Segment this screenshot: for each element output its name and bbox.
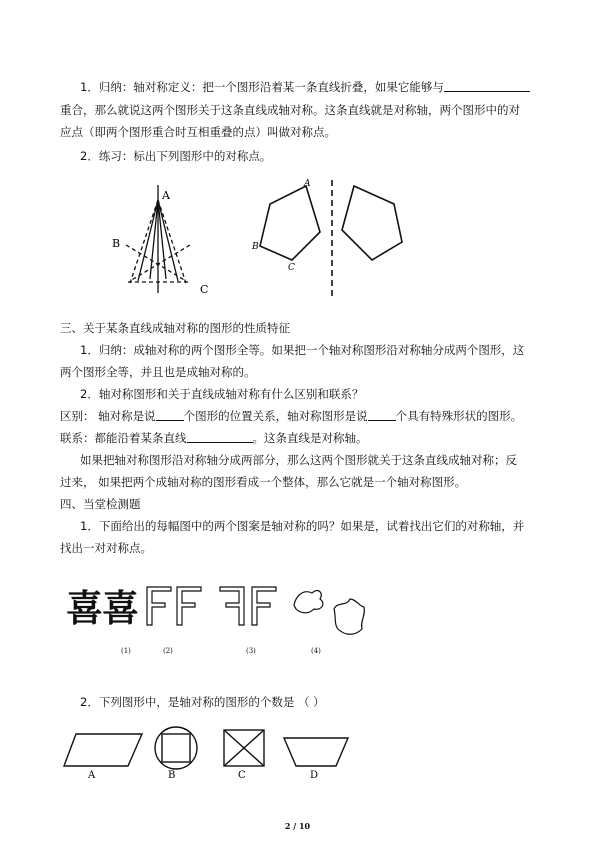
question-1-line-2: 找出一对对称点。 xyxy=(60,541,152,555)
difference-text-c: 个具有特殊形状的图形。 xyxy=(395,409,523,423)
section-4-heading: 四、当堂检测题 xyxy=(60,497,141,511)
pattern-3-mirrored-f xyxy=(218,585,280,627)
practice-instruction: 2．练习：标出下列图形中的对称点。 xyxy=(80,149,272,163)
label-a: A xyxy=(162,189,170,202)
answer-blank[interactable] xyxy=(368,408,396,421)
definition-line-2: 重合，那么就说这两个图形关于这条直线成轴对称。这条直线就是对称轴，两个图形中的对 xyxy=(60,103,520,117)
connection-text-b: 。这条直线是对称轴。 xyxy=(252,431,368,445)
question-2: 2．下列图形中，是轴对称的图形的个数是 （ ） xyxy=(80,695,325,709)
pattern-4-blobs xyxy=(290,585,370,640)
shape-trapezoid xyxy=(282,736,354,782)
label-b: B xyxy=(112,237,121,250)
pattern-caption-1: (1) xyxy=(121,647,131,655)
figure-triangle-symmetry xyxy=(100,185,220,295)
pattern-caption-2: (2) xyxy=(163,647,173,655)
definition-line-3: 应点（即两个图形重合时互相重叠的点）叫做对称点。 xyxy=(60,125,336,139)
property-line-2: 两个图形全等，并且也是成轴对称的。 xyxy=(60,365,256,379)
pattern-1-char-right: 喜 xyxy=(102,586,139,630)
pentagon-label-b: B xyxy=(252,242,259,252)
difference-text-b: 个图形的位置关系，轴对称图形是说 xyxy=(183,409,368,423)
difference-text-a: 区别： 轴对称是说 xyxy=(60,409,156,423)
question-difference: 2．轴对称图形和关于直线成轴对称有什么区别和联系？ xyxy=(80,387,364,401)
page-number: 2 / 10 xyxy=(284,821,311,831)
figure-pentagons-symmetry xyxy=(250,180,410,302)
definition-text: 1．归纳：轴对称定义：把一个图形沿着某一条直线折叠，如果它能够与 xyxy=(80,80,444,94)
shape-label-d: D xyxy=(310,770,319,781)
property-line-1: 1．归纳：成轴对称的两个图形全等。如果把一个轴对称图形沿对称轴分成两个图形，这 xyxy=(80,343,525,357)
pattern-caption-4: (4) xyxy=(311,647,321,655)
pattern-caption-3: (3) xyxy=(246,647,256,655)
pentagon-label-c: C xyxy=(288,263,295,273)
connection-line xyxy=(60,430,368,446)
answer-blank[interactable] xyxy=(156,408,184,421)
pentagon-label-a: A xyxy=(304,179,311,189)
explanation-line-2: 过来， 如果把两个成轴对称的图形看成一个整体，那么它就是一个轴对称图形。 xyxy=(60,475,467,489)
question-1-line-1: 1．下面给出的每幅图中的两个图案是轴对称的吗？如果是，试着找出它们的对称轴，并 xyxy=(80,519,525,533)
explanation-line-1: 如果把轴对称图形沿对称轴分成两部分，那么这两个图形就关于这条直线成轴对称；反 xyxy=(80,453,517,467)
connection-text-a: 联系：都能沿着某条直线 xyxy=(60,431,187,445)
shape-crossed-square xyxy=(222,728,268,780)
pattern-1-char-left: 喜 xyxy=(66,586,103,630)
difference-line xyxy=(60,408,522,424)
section-3-heading: 三、关于某条直线成轴对称的图形的性质特征 xyxy=(60,321,290,335)
pattern-2-ff xyxy=(145,585,205,627)
shape-label-c: C xyxy=(238,770,246,781)
shape-label-b: B xyxy=(168,770,176,781)
label-c: C xyxy=(200,283,209,296)
answer-blank[interactable] xyxy=(187,430,253,443)
shape-label-a: A xyxy=(88,770,96,781)
shape-circle-square xyxy=(150,726,210,782)
answer-blank[interactable] xyxy=(444,79,530,92)
shape-parallelogram xyxy=(62,732,144,780)
definition-line-1 xyxy=(80,79,530,95)
